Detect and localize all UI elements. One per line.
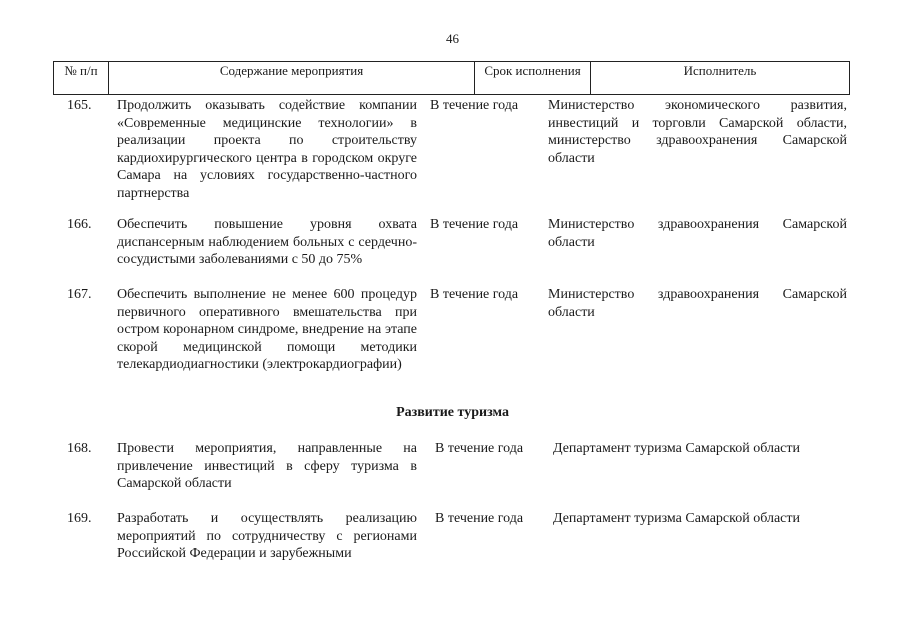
row-content: Провести мероприятия, направленные на привлечение инвестиций в сферу туризма в Самарской области (117, 441, 417, 491)
row-number: 167. (67, 287, 92, 302)
row-term: В течение года (435, 441, 524, 456)
row-number: 169. (67, 511, 92, 526)
header-term: Срок исполнения (475, 62, 591, 94)
row-executor: Департамент туризма Самарской области (553, 441, 801, 456)
header-content: Содержание мероприятия (109, 62, 475, 94)
header-num: № п/п (54, 62, 109, 94)
row-content: Продолжить оказывать содействие компании «Современные медицинские технологии» в реализации проекта по строительству кардиохирургического центра в городском округе Самара на условиях государственно-частного партнерства (117, 98, 417, 201)
table-header (53, 61, 850, 95)
row-executor: Департамент туризма Самарской области (553, 511, 801, 526)
row-executor: Министерство здравоохранения Самарской области (548, 287, 847, 320)
header-executor: Исполнитель (683, 63, 757, 78)
row-content: Разработать и осуществлять реализацию мероприятий по сотрудничеству с регионами Российской Федерации и зарубежными (117, 511, 417, 561)
row-executor: Министерство здравоохранения Самарской области (548, 217, 847, 250)
row-executor: Министерство экономического развития, инвестиций и торговли Самарской области, министерство здравоохранения Самарской области (548, 98, 847, 166)
row-number: 165. (67, 98, 92, 113)
row-term: В течение года (435, 511, 524, 526)
row-content: Обеспечить выполнение не менее 600 процедур первичного оперативного вмешательства при остром коронарном синдроме, внедрение на этапе скорой медицинской помощи методики телекардиодиагностики (электрокардиографии) (117, 287, 417, 372)
row-number: 168. (67, 441, 92, 456)
section-title: Развитие туризма (396, 405, 509, 420)
row-term: В течение года (430, 217, 519, 232)
row-term: В течение года (430, 98, 519, 113)
page-number: 46 (446, 31, 459, 46)
row-term: В течение года (430, 287, 519, 302)
row-content: Обеспечить повышение уровня охвата диспансерным наблюдением больных с сердечно-сосудистыми заболеваниями с 50 до 75% (117, 217, 417, 267)
row-number: 166. (67, 217, 92, 232)
